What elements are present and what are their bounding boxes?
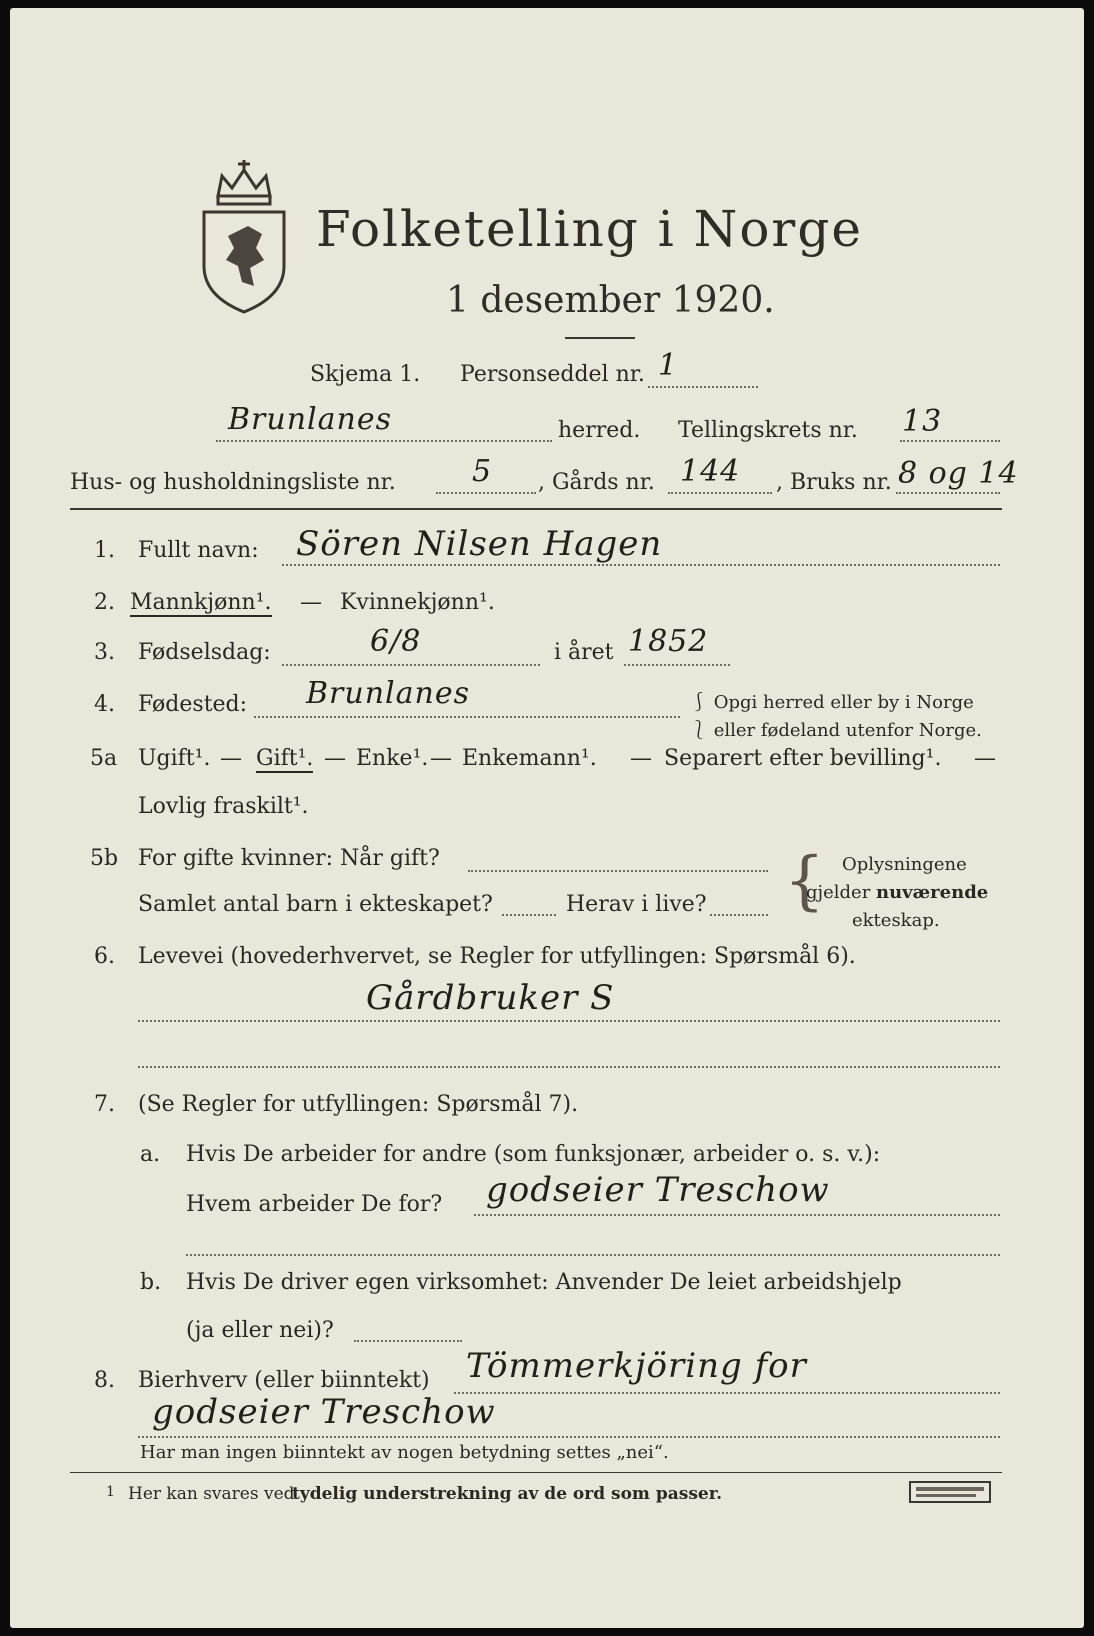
bruks-value: 8 og 14: [898, 456, 1019, 491]
q4-label: Fødested:: [138, 692, 248, 717]
census-form-sheet: [10, 8, 1084, 1628]
schema-label: Skjema 1.: [310, 362, 421, 387]
q3-year-label: i året: [554, 640, 614, 665]
herred-value: Brunlanes: [228, 402, 392, 437]
district-value: 13: [902, 404, 943, 439]
person-slip-line: [648, 386, 758, 388]
q4-number: 4.: [94, 692, 115, 717]
q6-number: 6.: [94, 944, 115, 969]
q4-note-line1: ⎰ Opgi herred eller by i Norge: [690, 692, 974, 713]
q7a-letter: a.: [140, 1142, 161, 1167]
q1-value: Sören Nilsen Hagen: [296, 524, 663, 564]
q5a-option-unmarried: Ugift¹.: [138, 746, 211, 771]
q5a-option-widow: Enke¹.: [356, 746, 429, 771]
q5b-children-line: [502, 914, 556, 916]
q7-label: (Se Regler for utfyllingen: Spørsmål 7).: [138, 1092, 579, 1117]
q7a-employer-line1: [474, 1214, 1000, 1216]
q5b-alive-label: Herav i live?: [566, 892, 707, 917]
q7a-text: Hvis De arbeider for andre (som funksjonær, arbeider o. s. v.):: [186, 1142, 881, 1167]
q3-year-value: 1852: [628, 624, 709, 659]
q3-number: 3.: [94, 640, 115, 665]
q5b-note-line2-b: nuværende: [876, 882, 989, 903]
household-line: [436, 492, 536, 494]
district-label: Tellingskrets nr.: [678, 418, 858, 443]
q3-line: [282, 664, 540, 666]
q3-year-line: [624, 664, 730, 666]
q4-note-line2: ⎱ eller fødeland utenfor Norge.: [690, 720, 982, 741]
herred-line: [216, 440, 552, 442]
q4-line: [254, 716, 680, 718]
q5b-note-line2-a: gjelder: [806, 882, 871, 903]
q6-label: Levevei (hovederhvervet, se Regler for utfyllingen: Spørsmål 6).: [138, 944, 856, 969]
q5a-option-married: Gift¹.: [256, 746, 314, 771]
footnote-text-a: Her kan svares ved: [128, 1484, 295, 1504]
footnote-text-b: tydelig understrekning av de ord som passer.: [292, 1484, 723, 1504]
bruks-line: [896, 492, 1000, 494]
q4-value: Brunlanes: [306, 676, 470, 711]
q5a-number: 5a: [90, 746, 118, 771]
form-title: Folketelling i Norge: [316, 200, 863, 258]
gards-line: [668, 492, 772, 494]
bruks-label: , Bruks nr.: [776, 470, 892, 495]
q8-value-line2: godseier Treschow: [152, 1392, 496, 1432]
person-slip-value: 1: [658, 348, 679, 383]
herred-label: herred.: [558, 418, 641, 443]
q3-label: Fødselsdag:: [138, 640, 271, 665]
footnote-divider: [70, 1472, 1002, 1473]
q7b-text: Hvis De driver egen virksomhet: Anvender De leiet arbeidshjelp: [186, 1270, 902, 1295]
q5b-when-label: For gifte kvinner: Når gift?: [138, 846, 440, 871]
household-label: Hus- og husholdningsliste nr.: [70, 470, 396, 495]
q7a-employer-value: godseier Treschow: [486, 1170, 830, 1210]
q7b-answer-label: (ja eller nei)?: [186, 1318, 334, 1343]
q5a-option-widower: Enkemann¹.: [462, 746, 597, 771]
q1-label: Fullt navn:: [138, 538, 259, 563]
norwegian-coat-of-arms-icon: [198, 156, 290, 318]
q5b-when-line: [468, 870, 768, 872]
q5b-note-line1: Oplysningene: [842, 854, 967, 875]
q8-note: Har man ingen biinntekt av nogen betydning settes „nei“.: [140, 1442, 669, 1463]
q5a-dash2: —: [324, 746, 346, 771]
q2-number: 2.: [94, 590, 115, 615]
q5a-option-divorced: Lovlig fraskilt¹.: [138, 794, 309, 819]
gards-value: 144: [680, 454, 741, 489]
q8-number: 8.: [94, 1368, 115, 1393]
q5a-dash5: —: [974, 746, 996, 771]
q5b-note-line3: ekteskap.: [852, 910, 940, 931]
q5a-dash4: —: [630, 746, 652, 771]
q5b-number: 5b: [90, 846, 119, 871]
q7a-employer-label: Hvem arbeider De for?: [186, 1192, 443, 1217]
header-divider: [70, 508, 1002, 510]
person-slip-label: Personseddel nr.: [460, 362, 645, 387]
q5b-brace: {: [784, 844, 825, 918]
printer-stamp-icon: [908, 1480, 992, 1504]
q6-line1: [138, 1020, 1000, 1022]
title-divider: [565, 337, 635, 339]
q5b-alive-line: [710, 914, 768, 916]
q7b-answer-line: [354, 1340, 462, 1342]
q6-line2: [138, 1066, 1000, 1068]
household-value: 5: [472, 454, 493, 489]
q5a-dash1: —: [220, 746, 242, 771]
q7a-employer-line2: [186, 1254, 1000, 1256]
q7-number: 7.: [94, 1092, 115, 1117]
q1-number: 1.: [94, 538, 115, 563]
q2-option-male: Mannkjønn¹.: [130, 590, 272, 615]
q5a-dash3: —: [430, 746, 452, 771]
q7b-letter: b.: [140, 1270, 162, 1295]
q8-label: Bierhverv (eller biinntekt): [138, 1368, 430, 1393]
q6-value: Gårdbruker S: [366, 978, 615, 1018]
q8-value-line1: Tömmerkjöring for: [466, 1346, 807, 1386]
q3-value: 6/8: [370, 624, 422, 659]
q8-line1: [454, 1392, 1000, 1394]
footnote-marker: 1: [106, 1484, 115, 1500]
form-date: 1 desember 1920.: [446, 280, 775, 321]
gards-label: , Gårds nr.: [538, 470, 655, 495]
q5a-option-separated: Separert efter bevilling¹.: [664, 746, 942, 771]
district-line: [900, 440, 1000, 442]
q5b-children-label: Samlet antal barn i ekteskapet?: [138, 892, 493, 917]
q2-option-female: Kvinnekjønn¹.: [340, 590, 495, 615]
q2-dash: —: [300, 590, 322, 615]
q1-line: [282, 564, 1000, 566]
q8-line2: [138, 1436, 1000, 1438]
